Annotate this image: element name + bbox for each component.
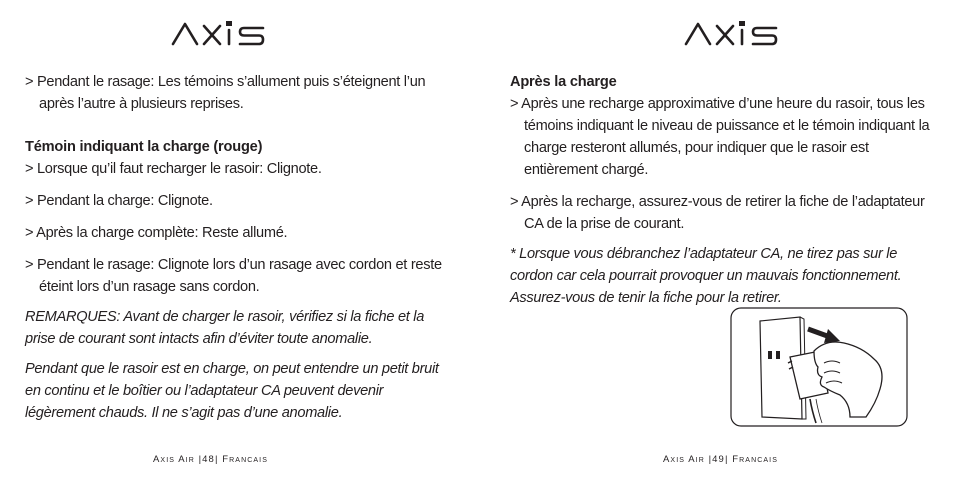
page-footer: Axis Air |49| Francais <box>663 454 778 465</box>
unplug-adapter-illustration <box>730 307 908 432</box>
after-recharge-text: > Après une recharge approximative d’une heure du rasoir, tous les témoins indiquant le niveau de puissance et le témoin indiquant la charge resteront allumés, pour indiquer que le rasoir est entièrement chargé. <box>510 96 930 178</box>
page-footer: Axis Air |48| Francais <box>153 454 268 465</box>
unplug-illustration-graphic <box>730 307 908 427</box>
shaving-indicator-text: > Pendant le rasage: Les témoins s’allument puis s’éteignent l’un après l’autre à plusieurs reprises. <box>25 74 426 112</box>
charge-indicator-heading: Témoin indiquant la charge (rouge) <box>25 139 263 155</box>
left-text-column <box>25 71 445 424</box>
remarks-note: REMARQUES: Avant de charger le rasoir, vérifiez si la fiche et la prise de courant sont intacts afin d’éviter toute anomalie. <box>25 309 425 347</box>
unplug-adapter-text: > Après la recharge, assurez-vous de retirer la fiche de l’adaptateur CA de la prise de courant. <box>510 194 925 232</box>
axis-logo-mark <box>683 18 783 48</box>
axis-logo <box>683 18 783 48</box>
noise-note: Pendant que le rasoir est en charge, on peut entendre un petit bruit en continu et le boîtier ou l’adaptateur CA peuvent devenir légèrement chauds. Il ne s’agit pas d’une anomalie. <box>25 361 439 421</box>
axis-logo-mark <box>170 18 270 48</box>
during-shaving-text: > Pendant le rasage: Clignote lors d’un rasage avec cordon et reste éteint lors d’un rasage sans cordon. <box>25 257 442 295</box>
during-charge-text: > Pendant la charge: Clignote. <box>25 193 213 209</box>
after-full-charge-text: > Après la charge complète: Reste allumé. <box>25 225 288 241</box>
axis-logo <box>170 18 270 48</box>
unplug-warning-note: * Lorsque vous débranchez l’adaptateur CA, ne tirez pas sur le cordon car cela pourrait provoquer un mauvais fonctionnement. Assurez-vous de tenir la fiche pour la retirer. <box>510 246 902 306</box>
right-page <box>477 0 954 477</box>
right-text-column <box>510 71 935 309</box>
recharge-needed-text: > Lorsque qu’il faut recharger le rasoir: Clignote. <box>25 161 322 177</box>
after-charge-heading: Après la charge <box>510 74 617 90</box>
